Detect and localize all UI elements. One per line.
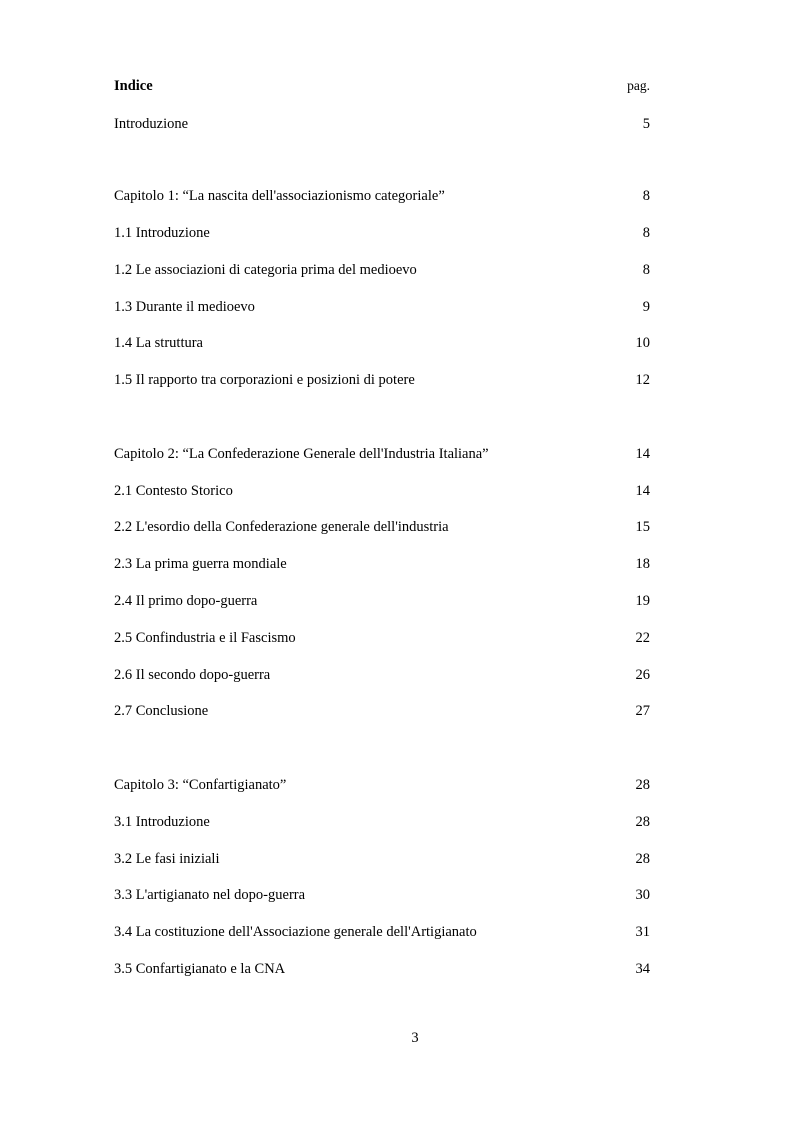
toc-entry-page: 26 (635, 667, 650, 683)
toc-entry-page: 9 (642, 299, 650, 315)
toc-entry-page: 8 (642, 225, 650, 241)
toc-entry-label: 3.4 La costituzione dell'Associazione generale dell'Artigianato (114, 924, 477, 940)
toc-entry-page: 30 (635, 887, 650, 903)
toc-entry-label: Capitolo 3: “Confartigianato” (114, 777, 287, 793)
toc-entry-page: 19 (635, 593, 650, 609)
page-number: 3 (411, 1030, 419, 1046)
toc-entry-page: 28 (635, 814, 650, 830)
toc-section-1-4[interactable] (114, 334, 650, 352)
toc-entry-label: Capitolo 1: “La nascita dell'associazionismo categoriale” (114, 188, 445, 204)
toc-section-2-6[interactable] (114, 666, 650, 684)
toc-section-2-4[interactable] (114, 592, 650, 610)
toc-entry-page: 8 (642, 262, 650, 278)
toc-entry-label: 1.1 Introduzione (114, 225, 210, 241)
toc-entry-label: Capitolo 2: “La Confederazione Generale dell'Industria Italiana” (114, 446, 489, 462)
toc-chapter-2[interactable] (114, 445, 650, 463)
toc-section-2-2[interactable] (114, 518, 650, 536)
toc-header (114, 77, 650, 95)
toc-section-1-5[interactable] (114, 371, 650, 389)
toc-entry-page: 31 (635, 924, 650, 940)
toc-entry-label: 2.7 Conclusione (114, 703, 209, 719)
toc-section-1-3[interactable] (114, 298, 650, 316)
toc-entry-page: 14 (635, 483, 650, 499)
toc-chapter-3[interactable] (114, 776, 650, 794)
toc-section-2-5[interactable] (114, 629, 650, 647)
toc-entry-page: 22 (635, 630, 650, 646)
toc-entry-page: 14 (635, 446, 650, 462)
toc-section-3-1[interactable] (114, 813, 650, 831)
toc-entry-page: 5 (642, 116, 650, 132)
toc-entry-label: 2.4 Il primo dopo-guerra (114, 593, 258, 609)
toc-entry-label: 3.5 Confartigianato e la CNA (114, 961, 286, 977)
toc-entry-label: 1.4 La struttura (114, 335, 203, 351)
page-column-label: pag. (627, 78, 650, 93)
toc-entry-label: 1.5 Il rapporto tra corporazioni e posizioni di potere (114, 372, 415, 388)
toc-entry-page: 12 (635, 372, 650, 388)
toc-section-3-4[interactable] (114, 923, 650, 941)
toc-title: Indice (114, 78, 153, 94)
toc-entry-page: 28 (635, 851, 650, 867)
toc-section-1-2[interactable] (114, 261, 650, 279)
toc-entry-label: 1.3 Durante il medioevo (114, 299, 255, 315)
toc-entry-page: 27 (635, 703, 650, 719)
toc-entry-page: 28 (635, 777, 650, 793)
toc-section-2-3[interactable] (114, 555, 650, 573)
toc-entry-label: 2.3 La prima guerra mondiale (114, 556, 287, 572)
toc-entry-page: 34 (635, 961, 650, 977)
toc-section-1-1[interactable] (114, 224, 650, 242)
toc-entry-page: 10 (635, 335, 650, 351)
toc-entry-label: 3.3 L'artigianato nel dopo-guerra (114, 887, 306, 903)
toc-section-3-3[interactable] (114, 886, 650, 904)
toc-entry-label: 3.2 Le fasi iniziali (114, 851, 220, 867)
toc-entry-page: 15 (635, 519, 650, 535)
toc-entry-label: 1.2 Le associazioni di categoria prima del medioevo (114, 262, 417, 278)
toc-section-2-7[interactable] (114, 702, 650, 720)
toc-entry-label: Introduzione (114, 116, 189, 132)
toc-chapter-1[interactable] (114, 187, 650, 205)
toc-entry-label: 2.2 L'esordio della Confederazione generale dell'industria (114, 519, 449, 535)
toc-entry-label: 2.6 Il secondo dopo-guerra (114, 667, 271, 683)
toc-entry-introduzione[interactable] (114, 115, 650, 133)
toc-entry-page: 8 (642, 188, 650, 204)
toc-entry-label: 3.1 Introduzione (114, 814, 210, 830)
toc-entry-label: 2.1 Contesto Storico (114, 483, 233, 499)
toc-section-2-1[interactable] (114, 482, 650, 500)
toc-entry-label: 2.5 Confindustria e il Fascismo (114, 630, 296, 646)
toc-section-3-2[interactable] (114, 850, 650, 868)
toc-section-3-5[interactable] (114, 960, 650, 978)
toc-entry-page: 18 (635, 556, 650, 572)
